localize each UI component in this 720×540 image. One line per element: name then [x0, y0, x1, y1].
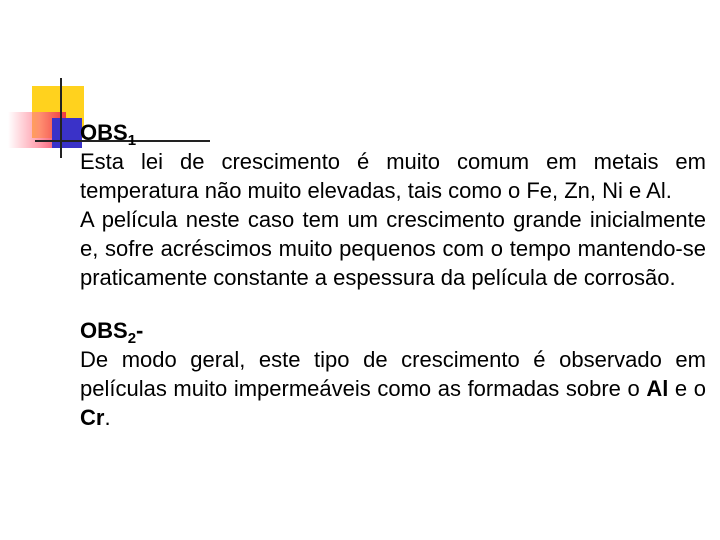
slide-content — [80, 118, 706, 432]
obs1-block — [80, 118, 706, 292]
obs2-heading: $OBS_2-$ — [80, 318, 144, 347]
obs1-paragraph-1: Esta lei de crescimento é muito comum em metais em temperatura não muito elevadas, tais como o Fe, Zn, Ni e Al. — [80, 149, 706, 203]
element-cr: Cr — [80, 405, 105, 430]
element-al: Al — [646, 376, 669, 401]
decor-blue-square — [52, 118, 82, 148]
obs2-block — [80, 316, 706, 432]
decor-vertical-line — [60, 78, 62, 158]
obs2-paragraph: De modo geral, este tipo de crescimento é observado em películas muito impermeáveis como as formadas sobre o Al e o Cr. — [80, 347, 706, 430]
obs1-paragraph-2: A película neste caso tem um crescimento grande inicialmente e, sofre acréscimos muito pequenos com o tempo mantendo-se praticamente constante a espessura da película de corrosão. — [80, 207, 706, 290]
obs1-heading: $OBS_1$ — [80, 120, 137, 149]
